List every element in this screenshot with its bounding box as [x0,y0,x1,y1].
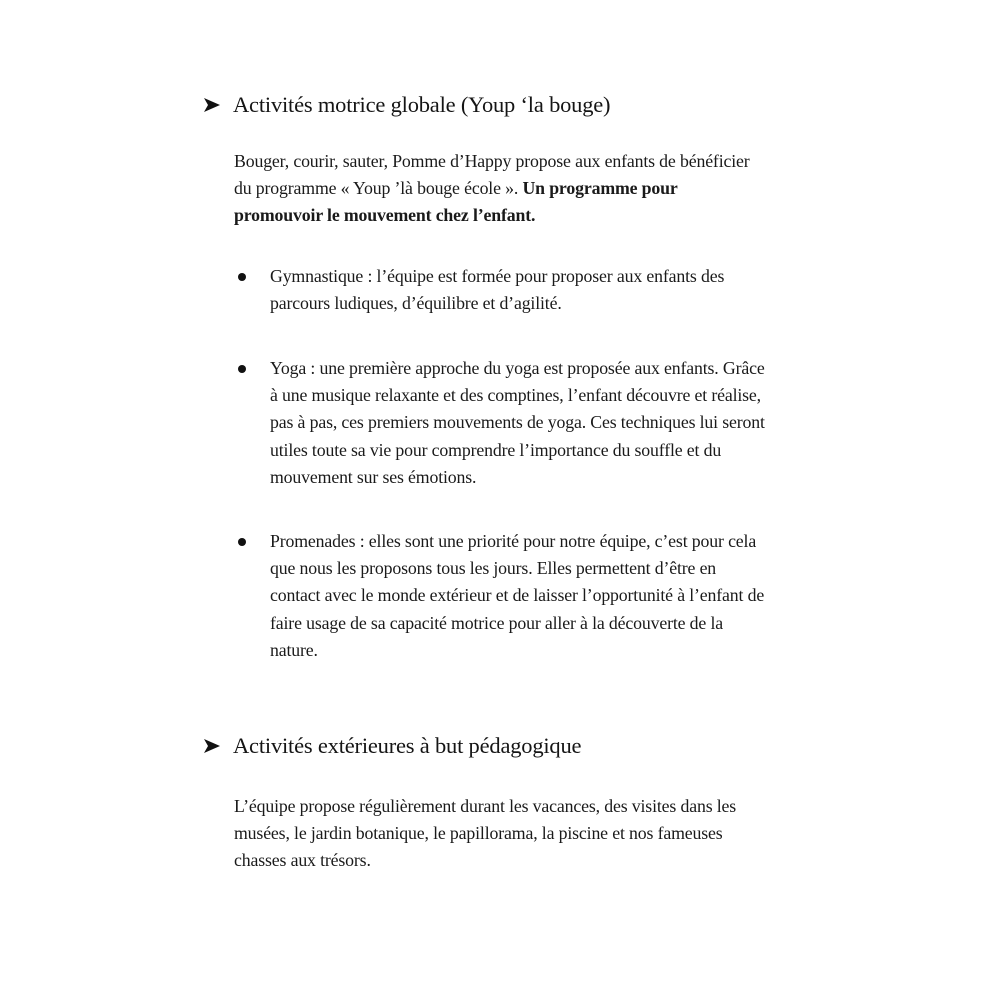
arrow-bullet-icon [203,738,233,754]
list-item-line: à une musique relaxante et des comptines, l’enfant découvre et réalise, [270,385,761,406]
paragraph-line: chasses aux trésors. [234,850,371,871]
list-item-line: faire usage de sa capacité motrice pour aller à la découverte de la [270,612,723,633]
bullet-dot-icon [238,365,246,373]
paragraph-bold-line: promouvoir le mouvement chez l’enfant. [234,205,536,226]
section-heading-exterieures [203,731,581,761]
section-heading-text: Activités motrice globale (Youp ‘la bouge) [233,92,611,117]
list-item-line: que nous les proposons tous les jours. Elles permettent d’être en [270,558,717,579]
section-intro-paragraph [234,148,750,230]
section-intro-paragraph [234,793,736,875]
bullet-dot-icon [238,273,246,281]
list-item-line: Gymnastique : l’équipe est formée pour proposer aux enfants des [270,266,725,286]
list-item-line: pas à pas, ces premiers mouvements de yoga. Ces techniques lui seront [270,412,765,433]
list-item-line: nature. [270,639,318,660]
list-item-line: mouvement sur ses émotions. [270,466,477,487]
paragraph-line: Bouger, courir, sauter, Pomme d’Happy propose aux enfants de bénéficier [234,151,750,171]
paragraph-line: musées, le jardin botanique, le papillorama, la piscine et nos fameuses [234,823,723,844]
section-heading-motrice-globale [203,90,610,120]
paragraph-line: L’équipe propose régulièrement durant les vacances, des visites dans les [234,796,737,816]
list-item-line: Yoga : une première approche du yoga est proposée aux enfants. Grâce [270,358,765,378]
list-item-line: parcours ludiques, d’équilibre et d’agilité. [270,293,562,314]
list-item-line: utiles toute sa vie pour comprendre l’importance du souffle et du [270,439,722,460]
list-item-line: contact avec le monde extérieur et de laisser l’opportunité à l’enfant de [270,585,765,606]
list-item-line: Promenades : elles sont une priorité pour notre équipe, c’est pour cela [270,531,757,551]
section-heading-text: Activités extérieures à but pédagogique [233,733,582,758]
bullet-dot-icon [238,538,246,546]
paragraph-line [234,175,750,202]
paragraph-text: du programme « Youp ’là bouge école ». [234,178,523,199]
arrow-bullet-icon [203,97,233,113]
paragraph-bold-text: Un programme pour [522,178,678,199]
